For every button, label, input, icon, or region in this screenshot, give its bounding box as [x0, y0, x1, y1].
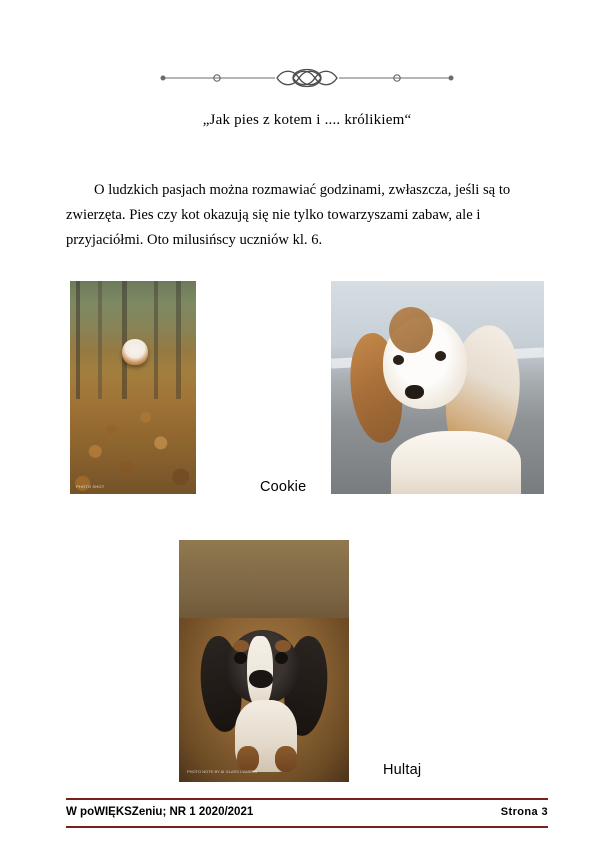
ornament-divider	[0, 62, 614, 94]
footer-page-number: Strona 3	[500, 806, 548, 818]
body-paragraph	[66, 178, 548, 253]
dog-eye-left	[234, 652, 247, 664]
dog-eye-right	[435, 351, 446, 361]
dog-brow-right	[275, 640, 291, 652]
photo-hultaj-spaniel	[179, 540, 349, 782]
dog-head-patch	[389, 307, 433, 353]
dog-eye-left	[393, 355, 404, 365]
photo-watermark: PHOTO NOTE BY AI GLASS CAMERA	[187, 768, 258, 774]
footer-publication-info: W poWIĘKSZeniu; NR 1 2020/2021	[66, 806, 254, 818]
dog-brow-left	[233, 640, 249, 652]
page-title: „Jak pies z kotem i .... królikiem“	[202, 112, 412, 128]
photo-dog-in-autumn-forest	[70, 281, 196, 494]
dog-chest	[391, 431, 521, 494]
footer-rule-top	[66, 798, 548, 800]
paragraph-text: O ludzkich pasjach można rozmawiać godzinami, zwłaszcza, jeśli są to zwierzęta. Pies czy kot okazują się nie tylko towarzyszami zabaw, ale i przyjaciółmi. Oto milusińscy uczniów kl. 6.	[66, 182, 511, 249]
caption-hultaj: Hultaj	[383, 762, 422, 778]
photo-cookie-spaniel	[331, 281, 544, 494]
dog-paw-right	[275, 746, 297, 772]
caption-cookie: Cookie	[260, 479, 307, 495]
footer-rule-bottom	[66, 826, 548, 828]
dog-figure	[122, 339, 148, 365]
dog-nose	[405, 385, 424, 399]
dog-eye-right	[275, 652, 288, 664]
glass-table-top	[179, 540, 349, 624]
dog-nose	[249, 670, 273, 688]
photo-watermark: PHOTO SHOT	[76, 484, 105, 489]
